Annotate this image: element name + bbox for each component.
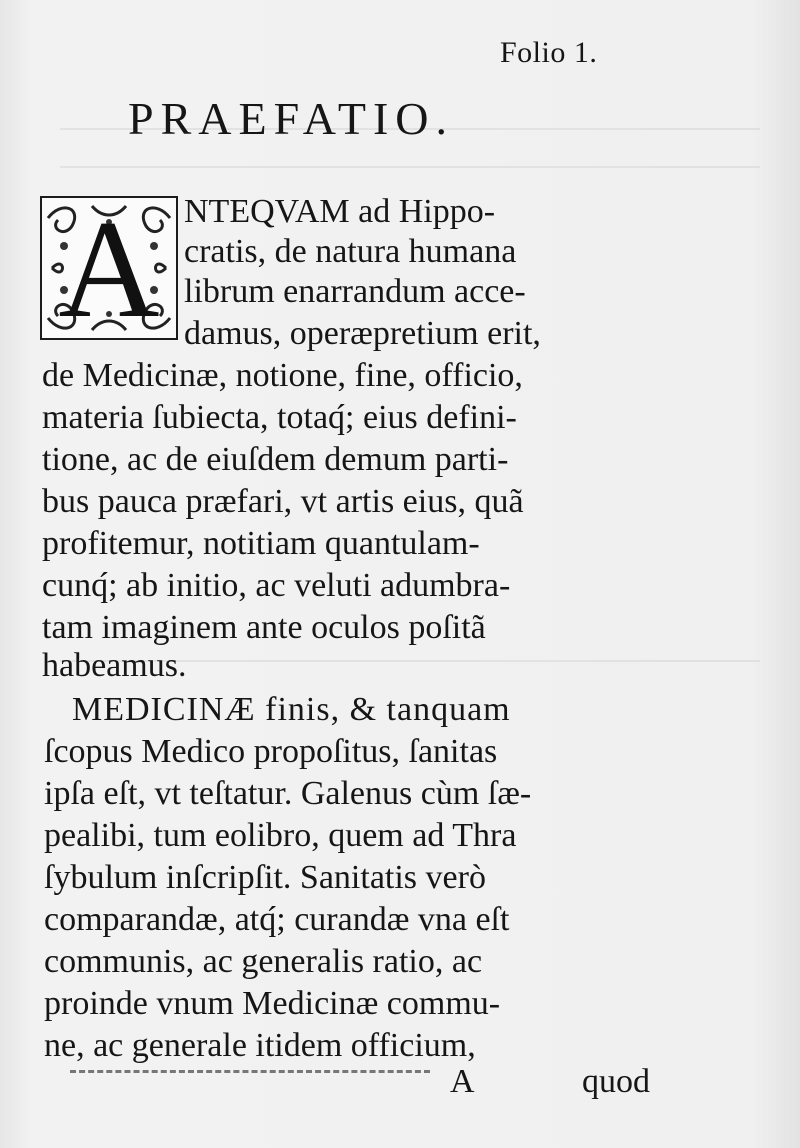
text-line: tam imaginem ante oculos poſitã <box>42 609 486 646</box>
text-line: MEDICINÆ finis, & tanquam <box>72 691 511 728</box>
text-line: librum enarrandum acce- <box>184 273 526 310</box>
text-line: NTEQVAM ad Hippo- <box>184 193 496 230</box>
initial-letter: A <box>58 196 160 340</box>
page-title: PRAEFATIO. <box>128 93 455 144</box>
text-line: ne, ac generale itidem officium, <box>44 1027 476 1064</box>
faded-line-fragment <box>70 1070 430 1076</box>
decorated-initial <box>40 196 178 340</box>
text-line: tione, ac de eiuſdem demum parti- <box>42 441 509 478</box>
text-line: de Medicinæ, notione, fine, officio, <box>42 357 523 394</box>
text-line: ipſa eſt, vt teſtatur. Galenus cùm ſæ- <box>44 775 532 812</box>
text-line: ſcopus Medico propoſitus, ſanitas <box>44 733 498 770</box>
text-line: pealibi, tum eolibro, quem ad Thra <box>44 817 517 854</box>
text-line: habeamus. <box>42 647 187 684</box>
text-line: communis, ac generalis ratio, ac <box>44 943 483 980</box>
text-line: proinde vnum Medicinæ commu- <box>44 985 501 1022</box>
text-line: bus pauca præfari, vt artis eius, quã <box>42 483 524 520</box>
text-line: ſybulum inſcripſit. Sanitatis verò <box>44 859 486 896</box>
text-line: damus, operæpretium erit, <box>184 315 541 352</box>
text-line: cunq́; ab initio, ac veluti adumbra- <box>42 567 511 604</box>
text-line: cratis, de natura humana <box>184 233 517 270</box>
catchword: quod <box>582 1063 650 1100</box>
folio-number: Folio 1. <box>500 36 598 69</box>
text-line: profitemur, notitiam quantulam- <box>42 525 480 562</box>
bleed-through-line <box>60 166 760 168</box>
text-line: materia ſubiecta, totaq́; eius defini- <box>42 399 517 436</box>
signature-mark: A <box>450 1063 475 1100</box>
text-line: comparandæ, atq́; curandæ vna eſt <box>44 901 510 938</box>
